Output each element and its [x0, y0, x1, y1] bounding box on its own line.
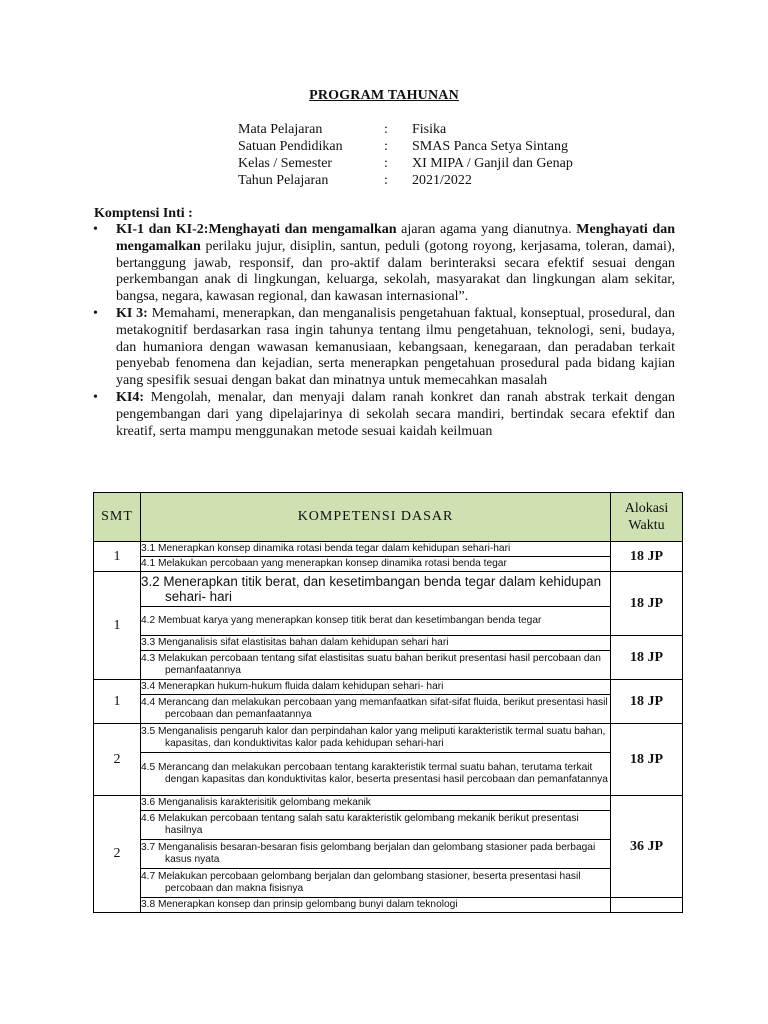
- jp-cell: 36 JP: [611, 796, 683, 898]
- meta-separator: :: [384, 173, 388, 188]
- meta-value: Fisika: [412, 122, 447, 137]
- ki-text: Mengolah, menalar, dan menyaji dalam ranah konkret dan ranah abstrak terkait dengan pengembangan dari yang dipelajarinya di sekolah secara mandiri, bertindak secara efektif dan kreatif, serta mampu menggunakan metode sesuai kaidah keilmuan: [116, 389, 675, 439]
- kd-cell: [141, 840, 611, 869]
- jp-cell: 18 JP: [611, 680, 683, 724]
- header-alokasi-waktu: [611, 493, 683, 542]
- smt-cell: 1: [94, 680, 141, 724]
- kd-cell: [141, 869, 611, 898]
- meta-separator: :: [384, 156, 388, 171]
- table-header-row: [94, 493, 683, 542]
- smt-cell: 1: [94, 542, 141, 572]
- kd-text: 3.8 Menerapkan konsep dan prinsip gelombang bunyi dalam teknologi: [141, 898, 458, 910]
- table-row: [94, 542, 683, 557]
- meta-value: SMAS Panca Setya Sintang: [412, 139, 568, 154]
- kd-cell: [141, 542, 611, 557]
- kd-cell: [141, 753, 611, 796]
- jp-cell: 18 JP: [611, 572, 683, 636]
- jp-cell: 18 JP: [611, 636, 683, 680]
- table-row: [94, 680, 683, 695]
- kd-cell: [141, 724, 611, 753]
- table-row: [94, 753, 683, 796]
- ki-bold-text: Menghayati dan mengamalkan: [116, 222, 675, 254]
- smt-cell: 2: [94, 724, 141, 796]
- kd-text: 3.6 Menganalisis karakterisitik gelombang mekanik: [141, 796, 371, 808]
- kd-text: 3.4 Menerapkan hukum-hukum fluida dalam kehidupan sehari- hari: [141, 680, 444, 692]
- kd-text: 4.4 Merancang dan melakukan percobaan yang memanfaatkan sifat-sifat fluida, berikut presentasi hasil percobaan dan pemanfaatannya: [141, 696, 608, 720]
- kd-cell: [141, 796, 611, 811]
- smt-cell: 1: [94, 572, 141, 680]
- kd-cell: [141, 695, 611, 724]
- kd-cell: [141, 557, 611, 572]
- meta-label: Tahun Pelajaran: [238, 173, 329, 188]
- meta-value: 2021/2022: [412, 173, 472, 188]
- meta-label: Kelas / Semester: [238, 156, 333, 171]
- table-row: [94, 898, 683, 913]
- meta-block: [238, 121, 573, 189]
- ki-text: ajaran agama yang dianutnya.: [396, 222, 577, 237]
- kd-text: 3.5 Menganalisis pengaruh kalor dan perpindahan kalor yang meliputi karakteristik termal suatu bahan, kapasitas, dan konduktivitas kalor pada kehidupan sehari-hari: [141, 725, 606, 749]
- table-row: [94, 869, 683, 898]
- header-alokasi: Alokasi: [624, 501, 669, 516]
- kd-text: 4.1 Melakukan percobaan yang menerapkan konsep dinamika rotasi benda tegar: [141, 557, 507, 569]
- page-title: PROGRAM TAHUNAN: [309, 88, 459, 103]
- table-row: [94, 724, 683, 753]
- ki-heading: Komptensi Inti :: [94, 206, 193, 221]
- ki-text: perilaku jujur, disiplin, santun, peduli (gotong royong, kerjasama, toleran, damai), bertanggung jawab, responsif, dan pro-aktif dalam berinteraksi secara efektif sesuai dengan perkembangan anak di lingkungan, keluarga, sekolah, masyarakat dan lingkungan alam sekitar, bangsa, negara, kawasan regional, dan kawasan internasional”.: [116, 238, 675, 305]
- ki-text: Memahami, menerapkan, dan menganalisis pengetahuan faktual, konseptual, prosedural, dan metakognitif berdasarkan rasa ingin tahunya tentang ilmu pengetahuan, teknologi, seni, budaya, dan humaniora dengan wawasan kemanusiaan, kebangsaan, kenegaraan, dan peradaban terkait penyebab fenomena dan kejadian, serta menerapkan pengetahuan prosedural pada bidang kajian yang spesifik sesuai dengan bakat dan minatnya untuk memecahkan masalah: [116, 305, 675, 389]
- kd-text: 3.3 Menganalisis sifat elastisitas bahan dalam kehidupan sehari hari: [141, 636, 449, 648]
- meta-row-class: [238, 155, 573, 172]
- ki-item-1-2: [93, 222, 675, 306]
- meta-separator: :: [384, 122, 388, 137]
- meta-separator: :: [384, 139, 388, 154]
- jp-cell: 18 JP: [611, 542, 683, 572]
- kd-cell: [141, 898, 611, 913]
- table-row: [94, 572, 683, 607]
- kd-text: 4.3 Melakukan percobaan tentang sifat elastisitas suatu bahan berikut presentasi hasil percobaan dan pemanfaatannya: [141, 652, 601, 676]
- meta-label: Mata Pelajaran: [238, 122, 323, 137]
- bullet-icon: •: [93, 389, 98, 405]
- table-row: [94, 607, 683, 636]
- kd-cell: [141, 636, 611, 651]
- jp-cell-empty: [611, 898, 683, 913]
- kd-text: 4.2 Membuat karya yang menerapkan konsep titik berat dan kesetimbangan benda tegar: [141, 614, 542, 626]
- meta-row-school: [238, 138, 573, 155]
- kd-cell: [141, 607, 611, 636]
- bullet-icon: •: [93, 305, 98, 321]
- kd-cell: [141, 680, 611, 695]
- header-smt: SMT: [94, 493, 141, 542]
- meta-row-subject: [238, 121, 573, 138]
- ki-prefix: KI 3:: [116, 305, 148, 321]
- meta-row-year: [238, 172, 573, 189]
- kd-text: 3.7 Menganalisis besaran-besaran fisis gelombang berjalan dan gelombang stasioner pada berbagai kasus nyata: [141, 841, 596, 865]
- kompetensi-dasar-table: [93, 492, 683, 913]
- header-waktu: Waktu: [628, 518, 665, 533]
- kd-text: 3.1 Menerapkan konsep dinamika rotasi benda tegar dalam kehidupan sehari-hari: [141, 542, 511, 554]
- table-row: [94, 557, 683, 572]
- ki-list: [93, 222, 675, 440]
- kd-text: 4.6 Melakukan percobaan tentang salah satu karakteristik gelombang mekanik berikut presentasi hasilnya: [141, 812, 579, 836]
- ki-bold-text: Menghayati dan mengamalkan: [208, 222, 397, 237]
- table-row: [94, 840, 683, 869]
- table-row: [94, 811, 683, 840]
- kd-text: 3.2 Menerapkan titik berat, dan kesetimbangan benda tegar dalam kehidupan sehari- hari: [141, 573, 602, 604]
- ki-item-4: [93, 390, 675, 440]
- kd-cell: [141, 651, 611, 680]
- table-row: [94, 636, 683, 651]
- table-row: [94, 651, 683, 680]
- header-kompetensi-dasar: KOMPETENSI DASAR: [141, 493, 611, 542]
- table-row: [94, 695, 683, 724]
- bullet-icon: •: [93, 222, 98, 237]
- jp-cell: 18 JP: [611, 724, 683, 796]
- kd-text: 4.5 Merancang dan melakukan percobaan tentang karakteristik termal suatu bahan, terutama terkait dengan kapasitas dan konduktivitas kalor, beserta presentasi hasil percobaan dan pemanfatannya: [141, 761, 608, 785]
- kd-cell: [141, 811, 611, 840]
- kd-text: 4.7 Melakukan percobaan gelombang berjalan dan gelombang stasioner, beserta presentasi hasil percobaan dan makna fisisnya: [141, 870, 581, 894]
- ki-prefix: KI4:: [116, 389, 144, 405]
- kd-cell: [141, 572, 611, 607]
- smt-cell: 2: [94, 796, 141, 913]
- meta-label: Satuan Pendidikan: [238, 139, 343, 154]
- meta-value: XI MIPA / Ganjil dan Genap: [412, 156, 573, 171]
- table-row: [94, 796, 683, 811]
- ki-prefix: KI-1 dan KI-2:: [116, 222, 209, 237]
- ki-item-3: [93, 306, 675, 390]
